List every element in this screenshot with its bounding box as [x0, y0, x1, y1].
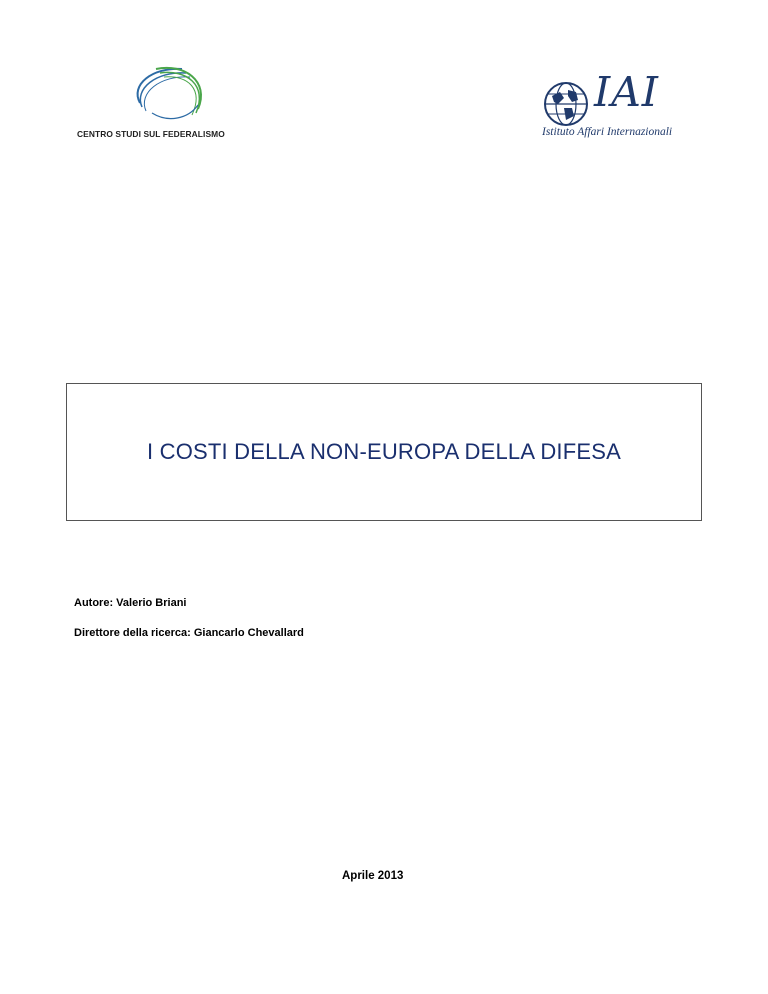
title-box [66, 383, 702, 521]
document-title: I COSTI DELLA NON-EUROPA DELLA DIFESA [146, 439, 622, 464]
iai-subtitle: Istituto Affari Internazionali [542, 126, 673, 138]
iai-logo [540, 68, 700, 142]
csf-caption: CENTRO STUDI SUL FEDERALISMO [77, 129, 225, 139]
director-label: Direttore della ricerca: [74, 627, 191, 639]
author-name: Valerio Briani [116, 597, 187, 609]
author-label: Autore: [74, 597, 114, 609]
iai-wordmark: IAI [594, 68, 660, 116]
director-name: Giancarlo Chevallard [193, 627, 304, 639]
csf-logo [74, 63, 242, 143]
iai-globe-icon [542, 80, 590, 128]
csf-swoosh-icon [122, 63, 214, 123]
author-line [74, 597, 186, 609]
publication-date: Aprile 2013 [342, 870, 404, 882]
director-line [74, 627, 304, 639]
